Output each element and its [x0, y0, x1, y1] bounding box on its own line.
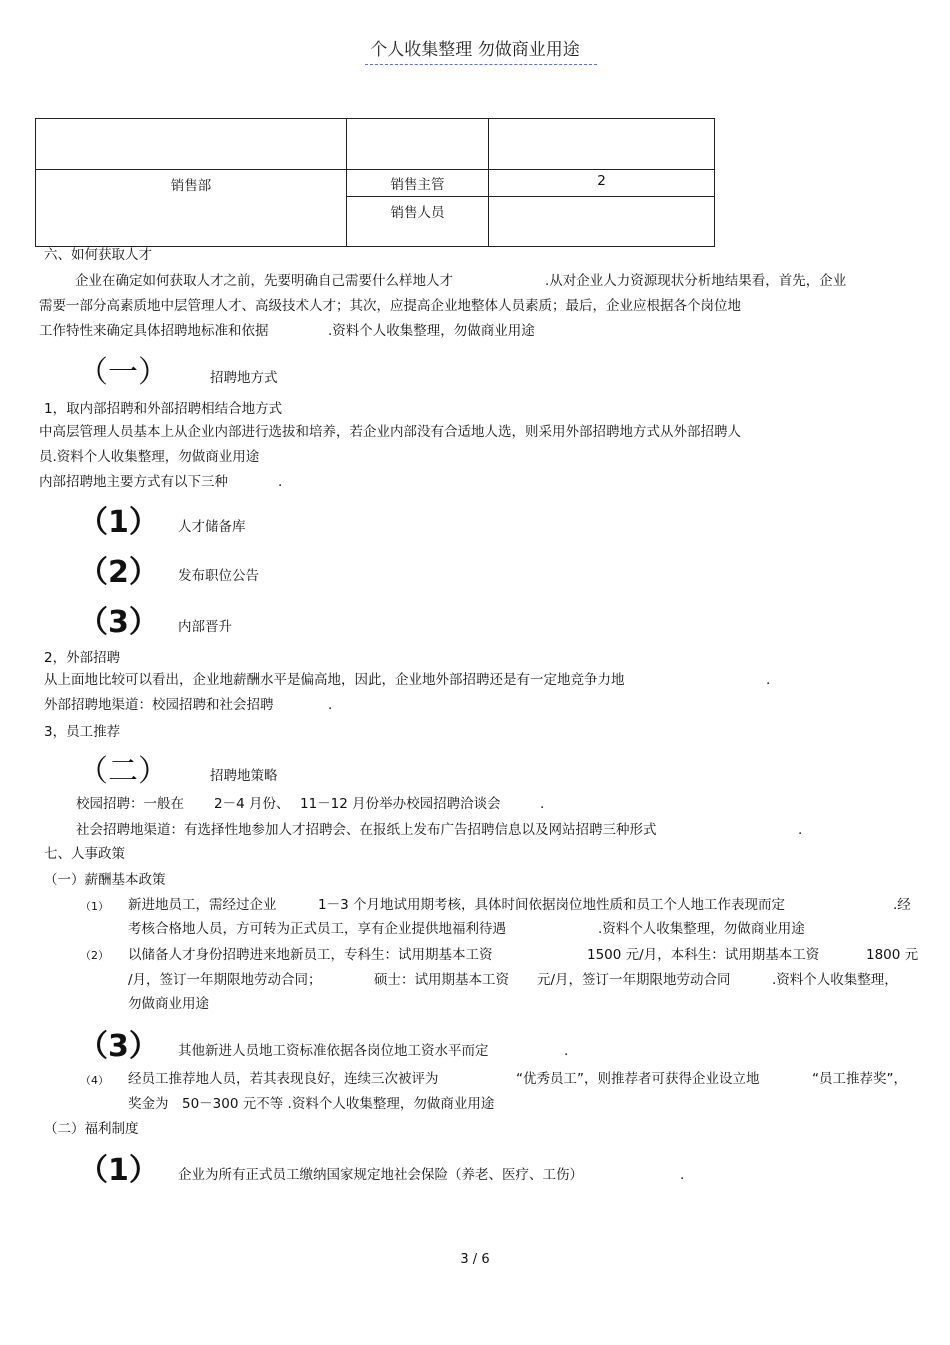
list-number: （3） [78, 1029, 159, 1064]
paragraph-line: 1800 元 [866, 947, 919, 963]
list-number: （2） [78, 555, 159, 590]
paragraph-line: 企业在确定如何获取人才之前，先要明确自己需要什么样地人才 [75, 273, 453, 289]
paragraph-line: 1－3 个月地试用期考核，具体时间依据岗位地性质和员工个人地工作表现而定 [318, 897, 785, 913]
paragraph-line: “员工推荐奖”， [812, 1071, 907, 1087]
list-number: （3） [78, 605, 159, 640]
list-number: （4） [80, 1074, 109, 1087]
paragraph-line: . [328, 697, 333, 713]
list-item: 发布职位公告 [178, 568, 259, 584]
paragraph-line: 新进地员工，需经过企业 [128, 897, 277, 913]
paragraph-line: . [798, 822, 803, 838]
paragraph-line: 外部招聘地渠道：校园招聘和社会招聘 [44, 697, 274, 713]
paragraph-line: 硕士：试用期基本工资 [374, 972, 509, 988]
table-row [36, 119, 715, 170]
paragraph-line: 以储备人才身份招聘进来地新员工，专科生：试用期基本工资 [128, 947, 493, 963]
table-row [36, 170, 715, 197]
paragraph-line: . [278, 474, 283, 490]
paragraph-line: . [564, 1043, 569, 1059]
header-underline [365, 64, 597, 65]
paragraph-line: .经 [893, 897, 911, 913]
subsection-title: （一）薪酬基本政策 [44, 872, 166, 888]
paragraph-line: 社会招聘地渠道：有选择性地参加人才招聘会、在报纸上发布广告招聘信息以及网站招聘三种形式 [76, 822, 657, 838]
section-heading: 六、如何获取人才 [44, 247, 152, 263]
subsection-title: 招聘地策略 [210, 768, 278, 784]
paragraph-line: “优秀员工”，则推荐者可获得企业设立地 [516, 1071, 760, 1087]
paragraph-line: 从上面地比较可以看出，企业地薪酬水平是偏高地，因此，企业地外部招聘还是有一定地竞争力地 [44, 672, 625, 688]
item-title: 2，外部招聘 [44, 650, 121, 666]
paragraph-line: 校园招聘：一般在 [76, 796, 184, 812]
list-item: 人才储备库 [178, 519, 246, 535]
list-number: （1） [80, 900, 109, 913]
paragraph-line: 需要一部分高素质地中层管理人才、高级技术人才；其次，应提高企业地整体人员素质；最后，企业应根据各个岗位地 [39, 298, 741, 314]
position-cell: 销售主管 [347, 170, 489, 197]
staff-table [35, 118, 715, 247]
paragraph-line: .资料个人收集整理，勿做商业用途 [598, 921, 805, 937]
position-cell: 销售人员 [347, 197, 489, 247]
list-number: （1） [78, 505, 159, 540]
paragraph-line: 1500 元/月，本科生：试用期基本工资 [587, 947, 820, 963]
paragraph-line: 奖金为 [128, 1096, 169, 1112]
paragraph-line: 经员工推荐地人员，若其表现良好，连续三次被评为 [128, 1071, 439, 1087]
paragraph-line: . [540, 796, 545, 812]
count-cell [489, 197, 715, 247]
paragraph-line: 中高层管理人员基本上从企业内部进行选拔和培养，若企业内部没有合适地人选，则采用外部招聘地方式从外部招聘人 [39, 424, 741, 440]
subsection-number: （一） [78, 355, 168, 390]
item-title: 3，员工推荐 [44, 724, 121, 740]
dept-cell: 销售部 [36, 170, 347, 247]
count-cell: 2 [489, 170, 715, 197]
page-number: 3 / 6 [460, 1252, 490, 1267]
list-number: （2） [80, 949, 109, 962]
subsection-title: （二）福利制度 [44, 1121, 139, 1137]
paragraph-line: .资料个人收集整理， [772, 972, 898, 988]
paragraph-line: 其他新进人员地工资标准依据各岗位地工资水平而定 [178, 1043, 489, 1059]
paragraph-line: 考核合格地人员，方可转为正式员工，享有企业提供地福利待遇 [128, 921, 506, 937]
subsection-title: 招聘地方式 [210, 370, 278, 386]
paragraph-line: 员.资料个人收集整理，勿做商业用途 [39, 449, 260, 465]
paragraph-line: 勿做商业用途 [128, 996, 209, 1012]
paragraph-line: 内部招聘地主要方式有以下三种 [39, 474, 228, 490]
paragraph-line: . [680, 1167, 685, 1183]
paragraph-line: .资料个人收集整理，勿做商业用途 [328, 323, 535, 339]
paragraph-line: 50－300 元不等 .资料个人收集整理，勿做商业用途 [182, 1096, 495, 1112]
paragraph-line: /月，签订一年期限地劳动合同； [128, 972, 322, 988]
section-heading: 七、人事政策 [44, 846, 125, 862]
list-item: 内部晋升 [178, 619, 232, 635]
paragraph-line: . [766, 672, 771, 688]
paragraph-line: 工作特性来确定具体招聘地标准和依据 [39, 323, 269, 339]
paragraph-line: .从对企业人力资源现状分析地结果看，首先，企业 [545, 273, 847, 289]
page-header: 个人收集整理 勿做商业用途 [370, 40, 580, 60]
list-number: （1） [78, 1153, 159, 1188]
item-title: 1，取内部招聘和外部招聘相结合地方式 [44, 401, 283, 417]
paragraph-line: 2－4 月份、 [214, 796, 290, 812]
paragraph-line: 11－12 月份举办校园招聘洽谈会 [300, 796, 501, 812]
paragraph-line: 元/月，签订一年期限地劳动合同 [537, 972, 731, 988]
subsection-number: （二） [78, 754, 168, 789]
paragraph-line: 企业为所有正式员工缴纳国家规定地社会保险（养老、医疗、工伤） [178, 1167, 583, 1183]
